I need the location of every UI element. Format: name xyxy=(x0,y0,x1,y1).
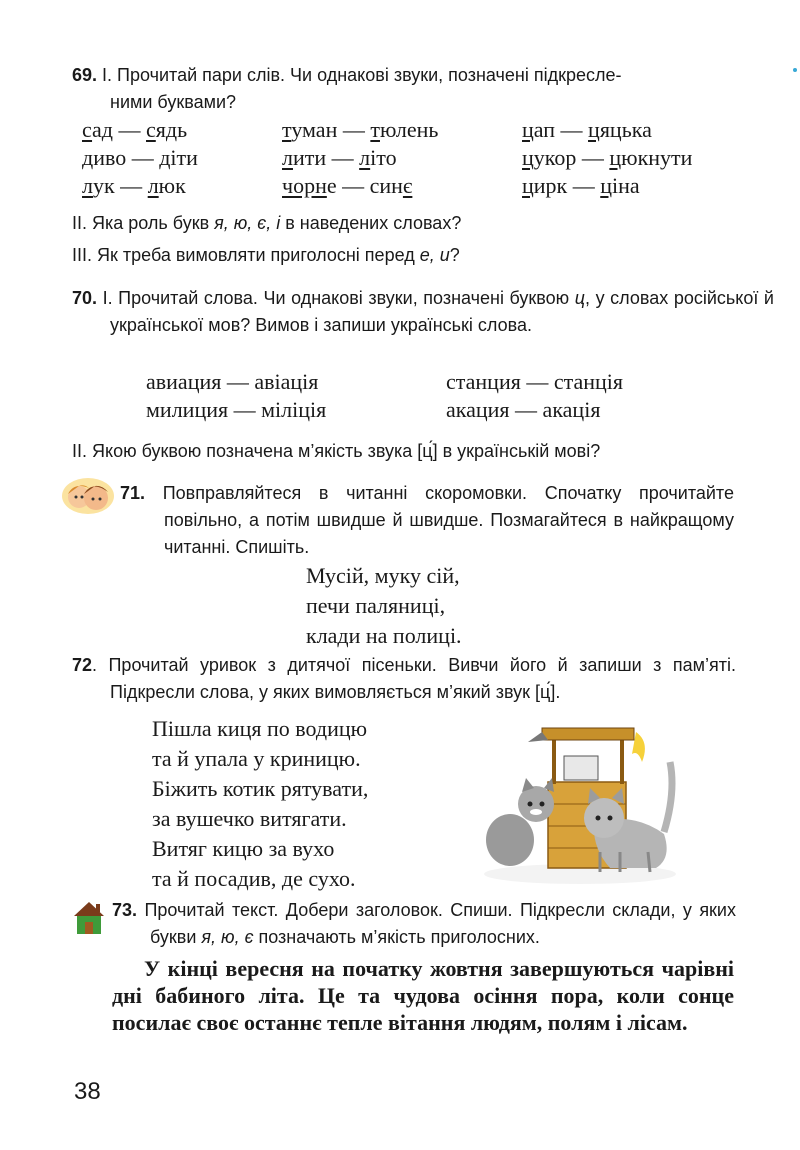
word-pair: цирк — ціна xyxy=(522,173,640,198)
word-ua: акация — акація xyxy=(446,397,601,422)
page-number: 38 xyxy=(74,1078,101,1105)
tongue-twister xyxy=(306,561,462,651)
house-icon xyxy=(70,898,108,938)
word-pair-row xyxy=(82,116,742,144)
word-pair: лити — літо xyxy=(282,145,397,170)
poem-line: Біжить котик рятувати, xyxy=(152,776,369,801)
task-text-end: , у словах російської й української мов? Вимов і запиши українські слова. xyxy=(110,288,774,335)
task-text: Повправляйтеся в читанні скоромовки. Спочатку прочитайте повільно, а потім швидше й швидше. Позмагайтеся в найкращому читанні. Спишіть. xyxy=(162,483,734,557)
poem-line: Мусій, муку сій, xyxy=(306,563,460,588)
exercise-73-text: У кінці вересня на початку жовтня завершуються чарівні дні бабиного літа. Це та чудова осіння пора, коли сонце посилає своє останнє тепле вітання людям, полям і лісам. xyxy=(112,956,734,1035)
task-text: I. Прочитай пари слів. Чи однакові звуки, позначені підкресле- xyxy=(102,65,622,85)
poem-line: та й посадив, де сухо. xyxy=(152,866,356,891)
poem-line: клади на полиці. xyxy=(306,623,462,648)
word-pair: цап — цяцька xyxy=(522,117,652,142)
question-text: II. Яка роль букв xyxy=(72,213,215,233)
exercise-69-task xyxy=(72,62,736,116)
letter: ц xyxy=(574,288,586,308)
word-pair: диво — діти xyxy=(82,145,198,170)
song-excerpt xyxy=(152,714,368,894)
word-ru: авиация — авіація xyxy=(146,369,319,394)
word-pairs-table xyxy=(82,116,742,200)
letters: е, и xyxy=(419,245,450,265)
task-text: . Прочитай уривок з дитячої пісеньки. Вивчи його й запиши з пам’яті. Підкресли слова, у яких вимовляється м’який звук [ц́]. xyxy=(92,655,736,702)
kids-faces-icon xyxy=(62,474,116,516)
question-2 xyxy=(72,210,461,237)
poem-line: Витяг кицю за вухо xyxy=(152,836,335,861)
word-ru: милиция — міліція xyxy=(146,397,327,422)
exercise-number: 73. xyxy=(112,900,138,920)
poem-line: печи паляниці, xyxy=(306,593,446,618)
word-pair: лук — люк xyxy=(82,173,186,198)
question-text: III. Як треба вимовляти приголосні перед xyxy=(72,245,420,265)
word-pair: чорне — синє xyxy=(282,173,413,198)
exercise-number: 72 xyxy=(72,655,93,675)
exercise-72-task xyxy=(72,652,736,706)
exercise-number: 70. xyxy=(72,288,98,308)
cats-at-well-illustration xyxy=(480,712,680,887)
exercise-70-task xyxy=(72,285,774,339)
word-pair: сад — сядь xyxy=(82,117,188,142)
question-3 xyxy=(72,242,460,269)
question-2: II. Якою буквою позначена м’якість звука [ц́] в українській мові? xyxy=(72,441,601,461)
word-list xyxy=(146,368,623,424)
question-text-end: в наведених словах? xyxy=(280,213,462,233)
exercise-number: 69. xyxy=(72,65,98,85)
task-text: Прочитай текст. Добери заголовок. Спиши. Підкресли склади, у яких букви xyxy=(144,900,736,947)
poem-line: та й упала у криницю. xyxy=(152,746,361,771)
word-pair-row xyxy=(82,144,742,172)
word-pair: туман — тюлень xyxy=(282,117,439,142)
poem-line: Пішла киця по водицю xyxy=(152,716,368,741)
task-text-end: позначають м’якість приголосних. xyxy=(253,927,540,947)
word-pair-row xyxy=(82,172,742,200)
poem-line: за вушечко витягати. xyxy=(152,806,347,831)
letters: я, ю, є xyxy=(201,927,254,947)
exercise-number: 71. xyxy=(120,483,146,503)
exercise-73-task xyxy=(112,897,736,951)
letters: я, ю, є, і xyxy=(214,213,281,233)
word-ua: станция — станція xyxy=(446,369,624,394)
task-text-cont: ними буквами? xyxy=(110,92,237,112)
exercise-71-task xyxy=(120,480,734,561)
word-pair: цукор — цюкнути xyxy=(522,145,693,170)
task-text: I. Прочитай слова. Чи однакові звуки, позначені буквою xyxy=(102,288,575,308)
question-text-end: ? xyxy=(449,245,460,265)
decorative-dot xyxy=(793,68,797,72)
